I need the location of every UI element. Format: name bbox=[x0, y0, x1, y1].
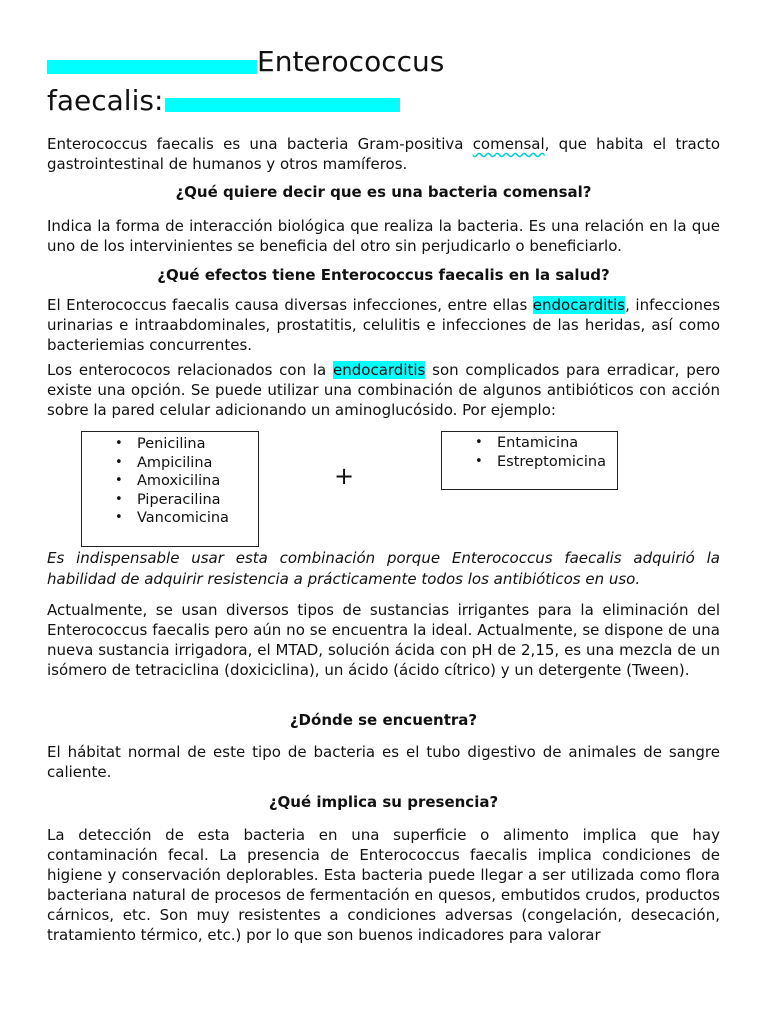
comensal-term: comensal bbox=[472, 135, 545, 153]
plus-sign: + bbox=[334, 462, 355, 490]
highlight-bar bbox=[165, 98, 400, 112]
title-line2: faecalis: bbox=[47, 84, 164, 117]
antibiotics-box-left bbox=[81, 431, 259, 547]
paragraph: Actualmente, se usan diversos tipos de sustancias irrigantes para la eliminación del Enterococcus faecalis pero aún no se encuentra la ideal. Actualmente, se dispone de una nueva sustancia irrigadora, el MTAD, solución ácida con pH de 2,15, es una mezcla de un isómero de tetraciclina (doxiciclina), un ácido (ácido cítrico) y un detergente (Tween). bbox=[47, 601, 720, 679]
list-item: • Piperacilina bbox=[137, 491, 258, 510]
aminoglycoside-list bbox=[442, 434, 617, 471]
question-heading: ¿Qué quiere decir que es una bacteria comensal? bbox=[175, 183, 592, 201]
highlight-bar bbox=[47, 60, 257, 74]
question-heading: ¿Qué efectos tiene Enterococcus faecalis en la salud? bbox=[157, 266, 610, 284]
question-heading: ¿Dónde se encuentra? bbox=[289, 711, 478, 729]
list-item: • Penicilina bbox=[137, 435, 258, 454]
document-title bbox=[47, 42, 727, 120]
antibiotics-list bbox=[82, 435, 258, 528]
list-item: • Entamicina bbox=[497, 434, 617, 453]
italic-note: Es indispensable usar esta combinación porque Enterococcus faecalis adquirió la habilidad de adquirir resistencia a prácticamente todos los antibióticos en uso. bbox=[47, 549, 720, 588]
antibiotics-box-right bbox=[441, 431, 618, 490]
paragraph: El Enterococcus faecalis causa diversas infecciones, entre ellas endocarditis, infecciones urinarias e intraabdominales, prostatitis, celulitis e infecciones de las heridas, así como bacteriemias concurrentes. bbox=[47, 296, 721, 354]
list-item: • Ampicilina bbox=[137, 454, 258, 473]
list-item: • Vancomicina bbox=[137, 509, 258, 528]
paragraph: La detección de esta bacteria en una superficie o alimento implica que hay contaminación fecal. La presencia de Enterococcus faecalis implica condiciones de higiene y conservación deplorables. Esta bacteria puede llegar a ser utilizada como flora bacteriana natural de procesos de fermentación en quesos, embutidos crudos, productos cárnicos, etc. Son muy resistentes a condiciones adversas (congelación, desecación, tratamiento térmico, etc.) por lo que son buenos indicadores para valorar bbox=[47, 826, 720, 944]
list-item: • Amoxicilina bbox=[137, 472, 258, 491]
highlighted-term: endocarditis bbox=[532, 296, 626, 314]
title-line1: Enterococcus bbox=[257, 45, 445, 78]
highlighted-term: endocarditis bbox=[333, 361, 426, 379]
paragraph: El hábitat normal de este tipo de bacteria es el tubo digestivo de animales de sangre caliente. bbox=[47, 743, 720, 781]
intro-paragraph: Enterococcus faecalis es una bacteria Gram-positiva comensal, que habita el tracto gastrointestinal de humanos y otros mamíferos. bbox=[47, 135, 720, 173]
list-item: • Estreptomicina bbox=[497, 453, 617, 472]
paragraph: Indica la forma de interacción biológica que realiza la bacteria. Es una relación en la que uno de los intervinientes se beneficia del otro sin perjudicarlo o beneficiarlo. bbox=[47, 217, 720, 255]
paragraph: Los enterococos relacionados con la endocarditis son complicados para erradicar, pero existe una opción. Se puede utilizar una combinación de algunos antibióticos con acción sobre la pared celular adicionando un aminoglucósido. Por ejemplo: bbox=[47, 361, 720, 419]
question-heading: ¿Qué implica su presencia? bbox=[268, 793, 499, 811]
